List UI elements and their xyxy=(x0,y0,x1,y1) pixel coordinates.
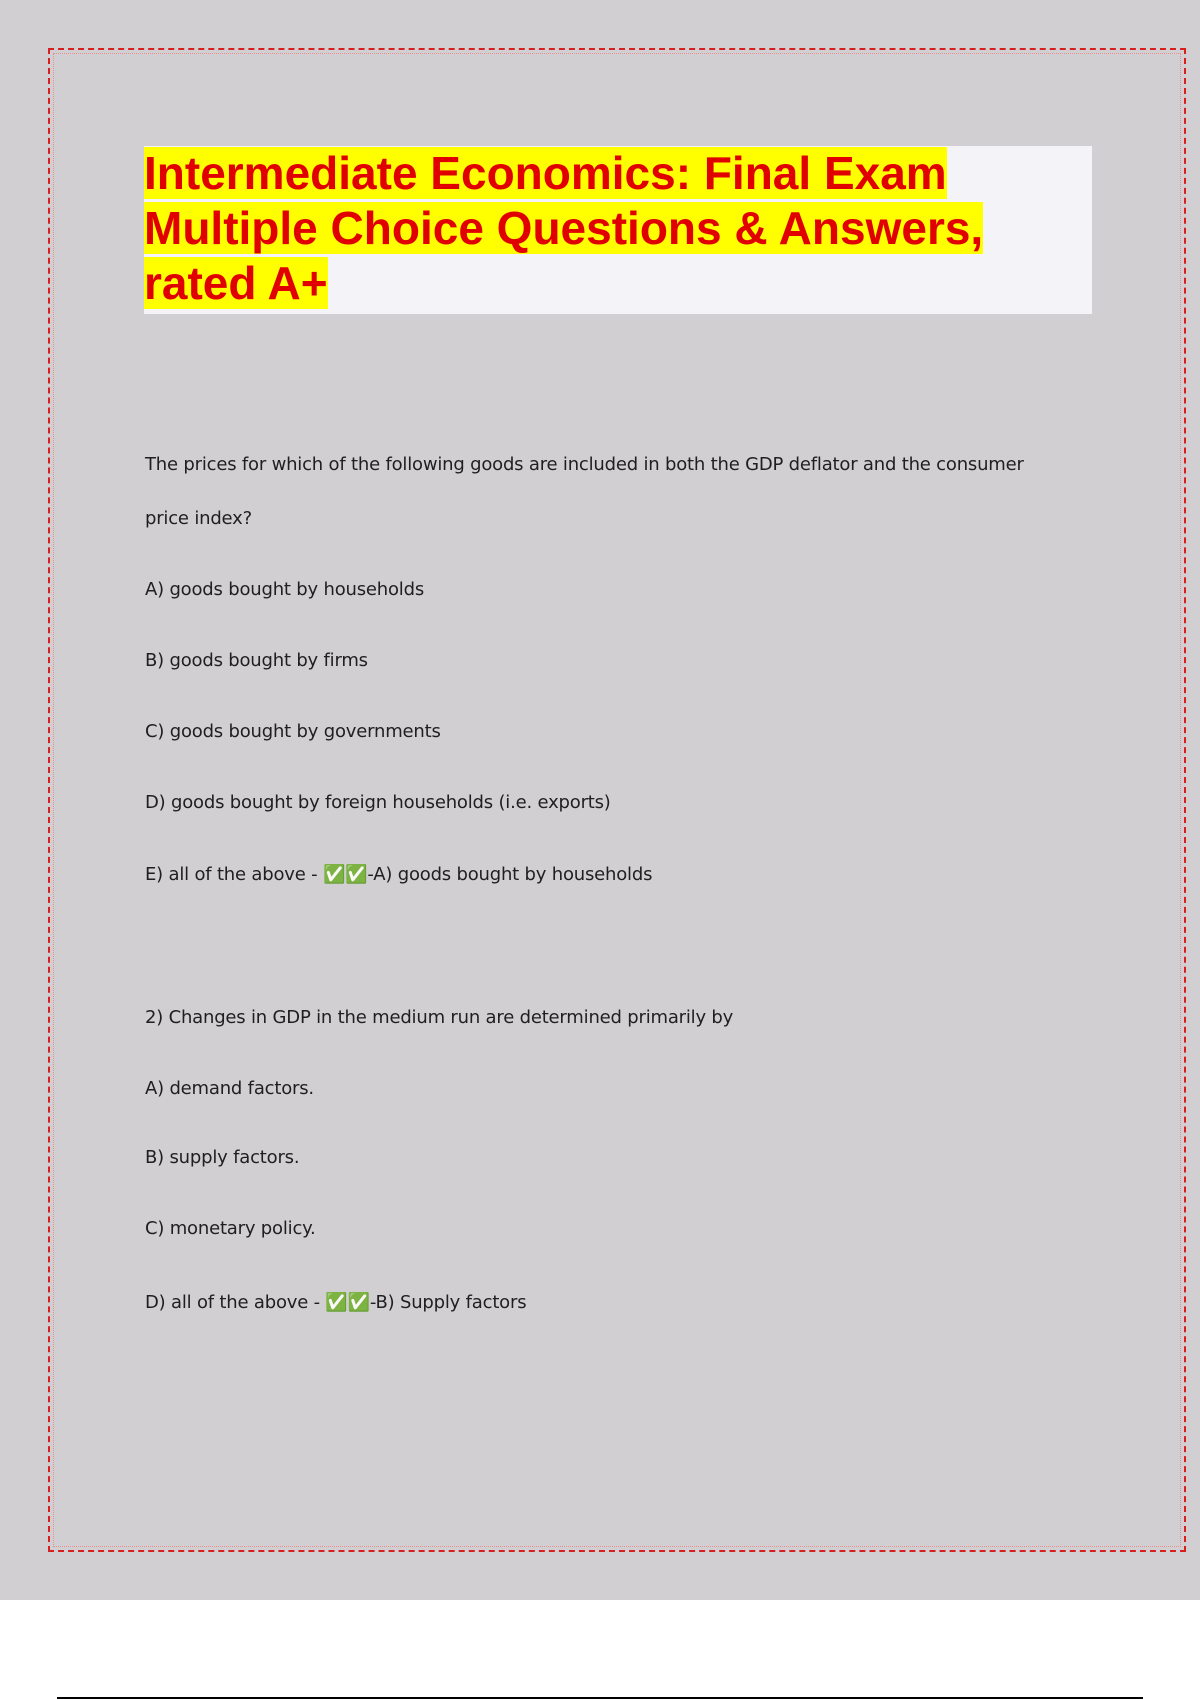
question-2-option-c: C) monetary policy. xyxy=(145,1218,316,1239)
question-2-option-d-answer: D) all of the above - ✅✅-B) Supply factors xyxy=(145,1292,527,1313)
question-1-option-c: C) goods bought by governments xyxy=(145,721,441,742)
bottom-divider xyxy=(57,1697,1143,1699)
question-1-text-line-1: The prices for which of the following goods are included in both the GDP deflator and the consumer xyxy=(145,454,1024,475)
title-box xyxy=(144,146,1092,314)
question-2-option-a: A) demand factors. xyxy=(145,1078,314,1099)
document-title xyxy=(144,146,1092,311)
question-1-option-d: D) goods bought by foreign households (i.e. exports) xyxy=(145,792,611,813)
question-2-text: 2) Changes in GDP in the medium run are determined primarily by xyxy=(145,1007,734,1028)
question-1-text-line-2: price index? xyxy=(145,508,252,529)
title-line-3: rated A+ xyxy=(144,257,328,309)
question-1-option-e-answer: E) all of the above - ✅✅-A) goods bought by households xyxy=(145,864,653,885)
question-1-option-b: B) goods bought by firms xyxy=(145,650,368,671)
title-line-2: Multiple Choice Questions & Answers, xyxy=(144,202,984,254)
question-1-option-a: A) goods bought by households xyxy=(145,579,425,600)
question-2-option-b: B) supply factors. xyxy=(145,1147,300,1168)
title-line-1: Intermediate Economics: Final Exam xyxy=(144,147,947,199)
